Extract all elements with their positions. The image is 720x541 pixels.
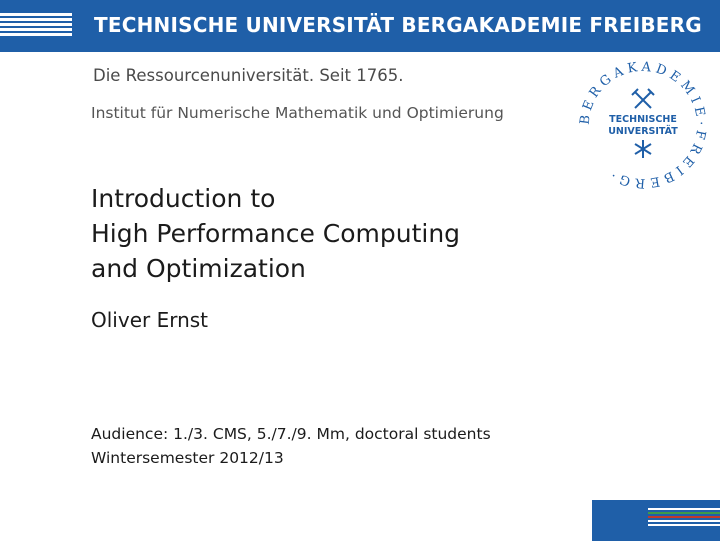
title-line-1: Introduction to: [91, 184, 276, 213]
seal-line-1: TECHNISCHE: [609, 114, 677, 125]
asterisk-icon: [635, 140, 651, 158]
seal-line-2: UNIVERSITÄT: [608, 126, 678, 137]
hammer-pick-icon: [632, 89, 654, 108]
footer-stripes-icon: [648, 508, 720, 530]
author-name: Oliver Ernst: [91, 308, 209, 332]
presentation-title: [91, 181, 460, 286]
institute-name: Institut für Numerische Mathematik und Optimierung: [91, 104, 504, 122]
university-seal-logo: [573, 60, 713, 190]
audience-info: Audience: 1./3. CMS, 5./7./9. Mm, doctoral students: [91, 425, 491, 443]
seal-ring-text: BERGAKADEMIE·FREIBERG·: [577, 60, 709, 190]
title-line-3: and Optimization: [91, 254, 306, 283]
header-bar: [0, 0, 720, 52]
semester-info: Wintersemester 2012/13: [91, 449, 284, 467]
university-motto: Die Ressourcenuniversität. Seit 1765.: [93, 66, 404, 85]
logo-bars-icon: [0, 13, 72, 39]
university-name: TECHNISCHE UNIVERSITÄT BERGAKADEMIE FREIBERG: [94, 13, 702, 37]
title-line-2: High Performance Computing: [91, 219, 461, 248]
svg-text:BERGAKADEMIE·FREIBERG·: [578, 60, 708, 190]
